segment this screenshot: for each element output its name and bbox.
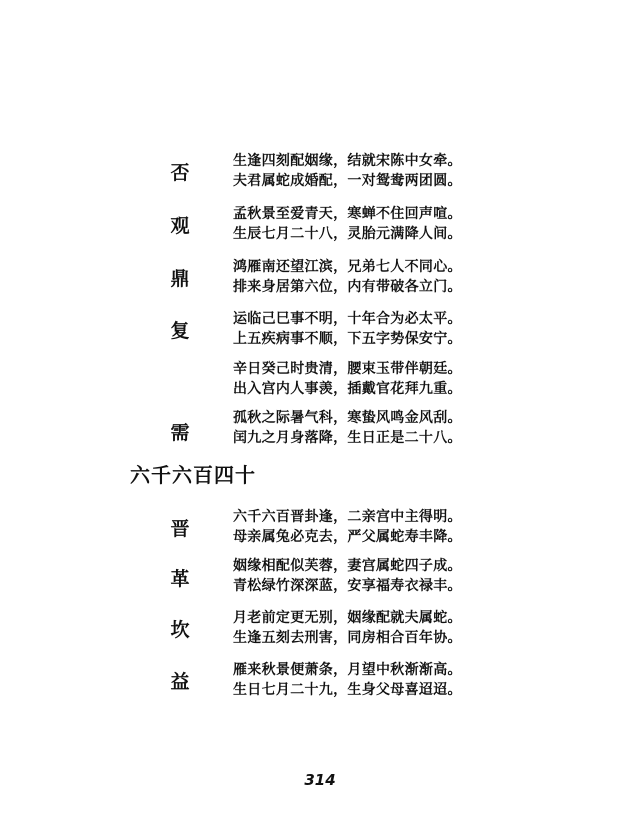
verse-line: 母亲属兔必克去，严父属蛇寿丰降。 [233, 529, 462, 545]
verse-line: 排来身居第六位，内有带破各立门。 [233, 279, 462, 295]
verse-line: 青松绿竹深深蓝，安享福寿衣禄丰。 [233, 578, 462, 594]
verse-line: 姻缘相配似芙蓉，妻宫属蛇四子成。 [233, 558, 462, 574]
verse-line: 闰九之月身落降，生日正是二十八。 [233, 430, 462, 446]
verse-line: 雁来秋景便萧条，月望中秋渐渐高。 [233, 662, 462, 678]
verse-line: 生日七月二十九，生身父母喜迢迢。 [233, 682, 462, 698]
verse-line: 辛日癸己时贵清，腰束玉带伴朝廷。 [233, 361, 462, 377]
verse-line: 孟秋景至爱青天，寒蝉不住回声喧。 [233, 206, 462, 222]
verse-line: 上五疾病事不顺，下五字势保安宁。 [233, 331, 462, 347]
verse-line: 运临己巳事不明，十年合为必太平。 [233, 311, 462, 327]
hexagram-label: 复 [170, 320, 190, 342]
verse-line: 六千六百晋卦逢，二亲宫中主得明。 [233, 509, 462, 525]
verse-line: 出入宫内人事羡，插戴官花拜九重。 [233, 381, 462, 397]
verse-line: 月老前定更无别，姻缘配就夫属蛇。 [233, 610, 462, 626]
section-heading: 六千六百四十 [130, 463, 256, 487]
hexagram-label: 鼎 [170, 268, 190, 290]
hexagram-label: 否 [170, 162, 190, 184]
verse-line: 生逢五刻去刑害，同房相合百年协。 [233, 630, 462, 646]
hexagram-label: 晋 [170, 518, 190, 540]
page-number: 314 [304, 771, 336, 789]
hexagram-label: 坎 [170, 619, 190, 641]
hexagram-label: 需 [170, 422, 190, 444]
hexagram-label: 益 [170, 671, 190, 693]
hexagram-label: 观 [170, 215, 190, 237]
hexagram-label: 革 [170, 568, 190, 590]
verse-line: 孤秋之际暑气科，寒蛰风鸣金风刮。 [233, 410, 462, 426]
verse-line: 生辰七月二十八，灵胎元满降人间。 [233, 226, 462, 242]
verse-line: 夫君属蛇成婚配，一对鸳鸯两团圆。 [233, 173, 462, 189]
verse-line: 鸿雁南还望江滨，兄弟七人不同心。 [233, 259, 462, 275]
verse-line: 生逢四刻配姻缘，结就宋陈中女牵。 [233, 153, 462, 169]
